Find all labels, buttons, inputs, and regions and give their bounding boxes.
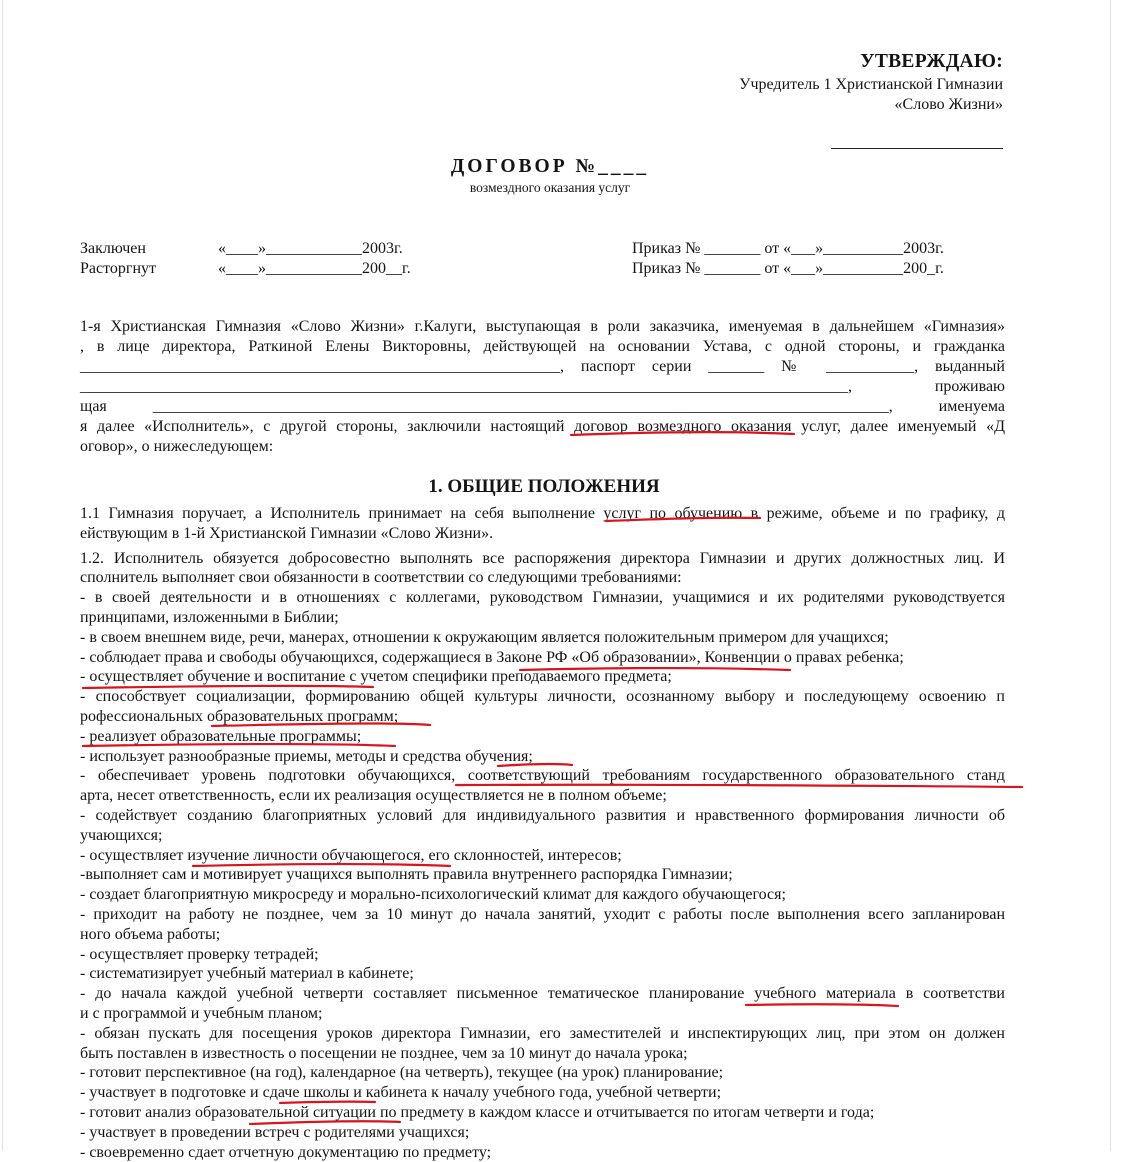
contract-dates (80, 239, 411, 279)
intro-line: ____________________________________________________________, паспорт серии _______ № ___________, выданный (80, 357, 1005, 377)
intro-line: я далее «Исполнитель», с другой стороны, заключили настоящий договор возмездного оказания услуг, далее именуемый «Д (80, 417, 1005, 437)
section-line: - соблюдает права и свободы обучающихся, содержащиеся в Законе РФ «Об образовании», Конвенции о правах ребенка; (80, 648, 1005, 668)
intro-line: , в лице директора, Раткиной Елены Викторовны, действующей на основании Устава, с одной стороны, и гражданка (80, 337, 1005, 357)
section-title: 1. ОБЩИЕ ПОЛОЖЕНИЯ (0, 476, 1088, 498)
section-line: - способствует социализации, формированию общей культуры личности, осознанному выбору и последующему освоению п (80, 687, 1005, 707)
order-line-2: Приказ № _______ от «___»__________200_г. (632, 259, 944, 279)
concluded-value: «____»____________2003г. (218, 240, 403, 257)
section-body (80, 504, 1005, 1162)
section-line: арта, несет ответственность, если их реализация осуществляется не в полном объеме; (80, 786, 1005, 806)
section-line: быть поставлен в известность о посещении не позднее, чем за 10 минут до начала урока; (80, 1044, 1005, 1064)
section-line: - в своей деятельности и в отношениях с коллегами, руководством Гимназии, учащимися и их родителями руководствуется (80, 588, 1005, 608)
section-line: -выполняет сам и мотивирует учащихся выполнять правила внутреннего распорядка Гимназии; (80, 865, 1005, 885)
section-line: ействующим в 1-й Христианской Гимназии «Слово Жизни». (80, 524, 1005, 544)
section-line: - приходит на работу не позднее, чем за 10 минут до начала занятий, уходит с работы после выполнения всего запланирован (80, 905, 1005, 925)
section-line: сполнитель выполняет свои обязанности в соответствии со следующими требованиями: (80, 568, 1005, 588)
approval-line-1: Учредитель 1 Христианской Гимназии (739, 75, 1003, 95)
section-line: - осуществляет изучение личности обучающегося, его склонностей, интересов; (80, 846, 1005, 866)
signature-line (831, 148, 1003, 149)
document-title-block (0, 156, 1100, 196)
section-line: - участвует в подготовке и сдаче школы и кабинета к началу учебного года, учебной четверти; (80, 1083, 1005, 1103)
section-line: - своевременно сдает отчетную документацию по предмету; (80, 1143, 1005, 1162)
section-line: - готовит перспективное (на год), календарное (на четверть), текущее (на урок) планирование; (80, 1063, 1005, 1083)
document-subtitle: возмездного оказания услуг (0, 180, 1100, 196)
section-line: принципами, изложенными в Библии; (80, 608, 1005, 628)
section-line: - осуществляет обучение и воспитание с учетом специфики преподаваемого предмета; (80, 667, 1005, 687)
section-line: - участвует в проведении встреч с родителями учащихся; (80, 1123, 1005, 1143)
section-line: - обязан пускать для посещения уроков директора Гимназии, его заместителей и инспектирующих лиц, при этом он должен (80, 1024, 1005, 1044)
section-line: - в своем внешнем виде, речи, манерах, отношении к окружающим является положительным примером для учащихся; (80, 628, 1005, 648)
approval-heading: УТВЕРЖДАЮ: (739, 52, 1003, 72)
intro-line: оговор», о нижеследующем: (80, 437, 1005, 457)
section-line: - содействует созданию благоприятных условий для индивидуального развития и нравственного формирования личности об (80, 806, 1005, 826)
section-line: - осуществляет проверку тетрадей; (80, 945, 1005, 965)
section-line: - обеспечивает уровень подготовки обучающихся, соответствующий требованиям государственного образовательного станд (80, 766, 1005, 786)
terminated-value: «____»____________200__г. (218, 260, 411, 277)
section-line: - готовит анализ образовательной ситуации по предмету в каждом классе и отчитывается по итогам четверти и года; (80, 1103, 1005, 1123)
approval-block (739, 52, 1003, 155)
section-line: - систематизирует учебный материал в кабинете; (80, 964, 1005, 984)
section-line: 1.1 Гимназия поручает, а Исполнитель принимает на себя выполнение услуг по обучению в режиме, объеме и по графику, д (80, 504, 1005, 524)
order-line-1: Приказ № _______ от «___»__________2003г. (632, 239, 944, 259)
concluded-label: Заключен (80, 239, 218, 259)
intro-line: щая ____________________________________________________________________________________________, именуема (80, 397, 1005, 417)
approval-line-2: «Слово Жизни» (739, 95, 1003, 115)
intro-paragraph (80, 317, 1005, 457)
section-line: - до начала каждой учебной четверти составляет письменное тематическое планирование учебного материала в соответстви (80, 984, 1005, 1004)
section-line: ного объема работы; (80, 925, 1005, 945)
section-line: - использует разнообразные приемы, методы и средства обучения; (80, 747, 1005, 767)
section-line: 1.2. Исполнитель обязуется добросовестно выполнять все распоряжения директора Гимназии и других должностных лиц. И (80, 549, 1005, 569)
section-line: - реализует образовательные программы; (80, 727, 1005, 747)
intro-line: ________________________________________________________________________________________________, проживаю (80, 377, 1005, 397)
order-numbers (632, 239, 944, 279)
section-line: - создает благоприятную микросреду и морально-психологический климат для каждого обучающегося; (80, 885, 1005, 905)
document-title: ДОГОВОР №____ (0, 156, 1100, 178)
intro-line: 1-я Христианская Гимназия «Слово Жизни» г.Калуги, выступающая в роли заказчика, именуемая в дальнейшем «Гимназия» (80, 317, 1005, 337)
section-line: учающихся; (80, 826, 1005, 846)
terminated-label: Расторгнут (80, 259, 218, 279)
section-line: рофессиональных образовательных программ; (80, 707, 1005, 727)
section-line: и с программой и учебным планом; (80, 1004, 1005, 1024)
